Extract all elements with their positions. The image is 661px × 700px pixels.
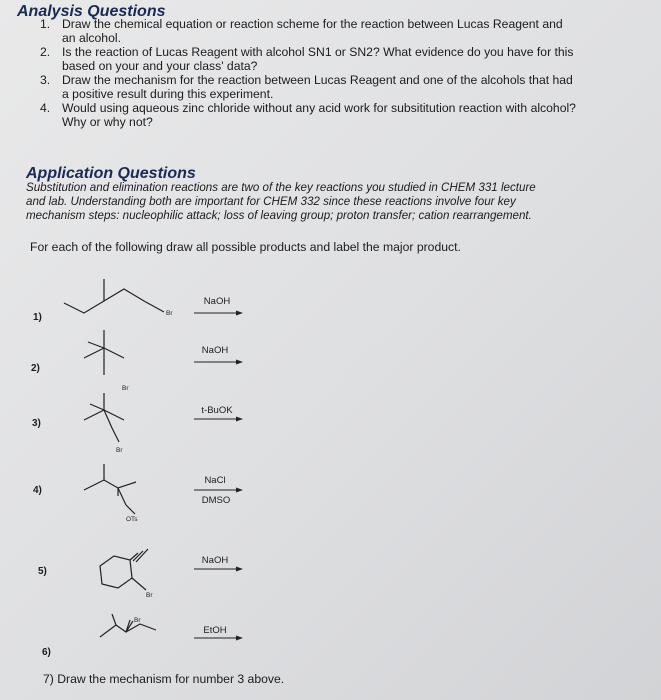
substituent-label-1: Br	[166, 310, 173, 317]
reaction-arrow-6	[194, 636, 243, 641]
reaction-arrow-2	[194, 360, 243, 365]
reagent-4-top: NaCl	[204, 475, 226, 486]
substituent-label-6: Br	[134, 617, 141, 624]
question-number: 1.	[40, 17, 51, 31]
final-question: 7) Draw the mechanism for number 3 above.	[43, 672, 285, 686]
substituent-label-5: Br	[146, 592, 153, 599]
question-number: 2.	[40, 45, 51, 59]
question-text-line-2: based on your and your class' data?	[62, 59, 258, 73]
reagent-2: NaOH	[201, 345, 229, 356]
molecule-5	[100, 549, 148, 590]
question-text-line-2: a positive result during this experiment.	[62, 87, 274, 101]
problem-number-5: 5)	[38, 566, 47, 577]
problem-number-2: 2)	[31, 363, 40, 374]
reagent-5: NaOH	[201, 555, 229, 566]
reagent-3: t-BuOK	[201, 405, 233, 416]
substituent-label-3: Br	[116, 447, 123, 454]
question-number: 4.	[40, 101, 51, 115]
question-text-line-2: an alcohol.	[62, 31, 121, 45]
problem-number-3: 3)	[32, 418, 41, 429]
reagent-1: NaOH	[203, 296, 231, 307]
substituent-label-2: Br	[122, 385, 129, 392]
molecule-6	[100, 614, 156, 637]
molecule-1	[64, 279, 164, 313]
reagent-6: EtOH	[203, 625, 227, 636]
application-intro-line-3: mechanism steps: nucleophilic attack; loss of leaving group; proton transfer; cation rearrangement.	[26, 209, 532, 222]
question-text-line-1: Draw the chemical equation or reaction scheme for the reaction between Lucas Reagent and	[62, 17, 563, 31]
question-text-line-1: Draw the mechanism for the reaction between Lucas Reagent and one of the alcohols that had	[62, 73, 573, 87]
question-number: 3.	[40, 73, 51, 87]
problem-number-1: 1)	[33, 312, 42, 323]
question-text-line-2: Why or why not?	[62, 115, 153, 129]
analysis-title: Analysis Questions	[17, 3, 166, 20]
question-text-line-1: Would using aqueous zinc chloride without any acid work for subsititution reaction with alcohol?	[62, 101, 576, 115]
application-title: Application Questions	[26, 165, 196, 182]
reaction-arrow-4	[194, 488, 243, 493]
question-text-line-1: Is the reaction of Lucas Reagent with alcohol SN1 or SN2? What evidence do you have for this	[62, 45, 574, 59]
molecule-3	[84, 393, 124, 442]
reaction-arrow-3	[194, 417, 243, 422]
problem-number-4: 4)	[33, 485, 42, 496]
reaction-arrow-5	[194, 567, 243, 572]
reagent-4-bottom: DMSO	[201, 495, 231, 506]
application-intro-line-1: Substitution and elimination reactions are two of the key reactions you studied in CHEM 331 lecture	[26, 181, 536, 194]
application-intro-line-2: and lab. Understanding both are important for CHEM 332 since these reactions involve four key	[26, 195, 516, 208]
molecule-4	[84, 464, 136, 514]
problem-number-6: 6)	[42, 647, 51, 658]
reaction-arrow-1	[194, 311, 243, 316]
instruction: For each of the following draw all possible products and label the major product.	[30, 240, 461, 254]
substituent-label-4: OTs	[126, 516, 138, 523]
molecule-2	[84, 330, 124, 375]
